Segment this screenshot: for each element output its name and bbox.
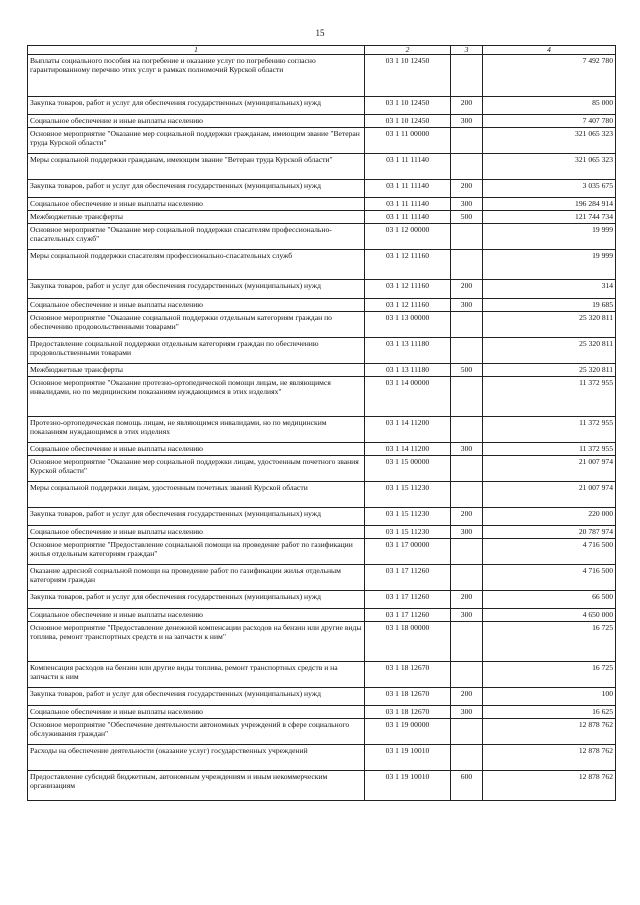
description-cell: Меры социальной поддержки лицам, удостоенным почетных званий Курской области	[28, 482, 365, 508]
amount-cell: 25 320 811	[483, 364, 616, 377]
table-row	[28, 539, 616, 565]
type-cell: 500	[451, 211, 483, 224]
type-cell	[451, 377, 483, 417]
table-row	[28, 771, 616, 801]
amount-cell: 16 725	[483, 622, 616, 662]
description-cell: Оказание адресной социальной помощи на проведение работ по газификации жилья отдельным категориям граждан	[28, 565, 365, 591]
table-row	[28, 706, 616, 719]
type-cell: 300	[451, 299, 483, 312]
code-cell: 03 1 15 11230	[365, 526, 451, 539]
type-cell	[451, 539, 483, 565]
type-cell	[451, 250, 483, 280]
amount-cell: 12 878 762	[483, 745, 616, 771]
description-cell: Закупка товаров, работ и услуг для обеспечения государственных (муниципальных) нужд	[28, 508, 365, 526]
type-cell	[451, 312, 483, 338]
code-cell: 03 1 11 11140	[365, 180, 451, 198]
code-cell: 03 1 12 00000	[365, 224, 451, 250]
table-row	[28, 55, 616, 97]
table-row	[28, 443, 616, 456]
amount-cell: 4 716 500	[483, 539, 616, 565]
amount-cell: 321 065 323	[483, 128, 616, 154]
amount-cell: 196 284 914	[483, 198, 616, 211]
code-cell: 03 1 18 12670	[365, 706, 451, 719]
table-row	[28, 622, 616, 662]
code-cell: 03 1 15 00000	[365, 456, 451, 482]
table-row	[28, 364, 616, 377]
table-row	[28, 719, 616, 745]
amount-cell: 220 000	[483, 508, 616, 526]
type-cell	[451, 565, 483, 591]
type-cell	[451, 154, 483, 180]
description-cell: Закупка товаров, работ и услуг для обеспечения государственных (муниципальных) нужд	[28, 591, 365, 609]
budget-table	[27, 45, 616, 801]
description-cell: Социальное обеспечение и иные выплаты населению	[28, 198, 365, 211]
code-cell: 03 1 13 00000	[365, 312, 451, 338]
amount-cell: 314	[483, 280, 616, 299]
description-cell: Протезно-ортопедическая помощь лицам, не являющимся инвалидами, но по медицинским показаниям нуждающимся в этих изделиях	[28, 417, 365, 443]
amount-cell: 19 685	[483, 299, 616, 312]
description-cell: Социальное обеспечение и иные выплаты населению	[28, 609, 365, 622]
amount-cell: 100	[483, 688, 616, 706]
amount-cell: 16 625	[483, 706, 616, 719]
type-cell: 200	[451, 591, 483, 609]
amount-cell: 7 407 780	[483, 115, 616, 128]
table-row	[28, 154, 616, 180]
type-cell: 200	[451, 688, 483, 706]
type-cell	[451, 456, 483, 482]
code-cell: 03 1 17 11260	[365, 609, 451, 622]
code-cell: 03 1 11 11140	[365, 154, 451, 180]
description-cell: Закупка товаров, работ и услуг для обеспечения государственных (муниципальных) нужд	[28, 97, 365, 115]
code-cell: 03 1 18 12670	[365, 688, 451, 706]
code-cell: 03 1 19 10010	[365, 771, 451, 801]
type-cell: 300	[451, 609, 483, 622]
description-cell: Основное мероприятие "Оказание протезно-ортопедической помощи лицам, не являющимся инвалидами, но по медицинским показаниям нуждающимся в этих изделиях"	[28, 377, 365, 417]
description-cell: Меры социальной поддержки спасателям профессионально-спасательных служб	[28, 250, 365, 280]
code-cell: 03 1 11 00000	[365, 128, 451, 154]
code-cell: 03 1 18 00000	[365, 622, 451, 662]
table-row	[28, 280, 616, 299]
amount-cell: 321 065 323	[483, 154, 616, 180]
table-row	[28, 128, 616, 154]
table-row	[28, 198, 616, 211]
header-cell: 1	[28, 46, 365, 55]
description-cell: Компенсация расходов на бензин или другие виды топлива, ремонт транспортных средств и на запчасти к ним	[28, 662, 365, 688]
table-header-row	[28, 46, 616, 55]
description-cell: Социальное обеспечение и иные выплаты населению	[28, 115, 365, 128]
amount-cell: 11 372 955	[483, 417, 616, 443]
type-cell	[451, 719, 483, 745]
code-cell: 03 1 15 11230	[365, 508, 451, 526]
description-cell: Основное мероприятие "Оказание мер социальной поддержки гражданам, имеющим звание "Ветеран труда Курской области"	[28, 128, 365, 154]
description-cell: Основное мероприятие "Оказание мер социальной поддержки спасателям профессионально-спасательных служб"	[28, 224, 365, 250]
type-cell: 300	[451, 115, 483, 128]
table-row	[28, 299, 616, 312]
table-row	[28, 377, 616, 417]
amount-cell: 19 999	[483, 250, 616, 280]
table-row	[28, 565, 616, 591]
type-cell: 200	[451, 508, 483, 526]
code-cell: 03 1 17 11260	[365, 565, 451, 591]
header-cell: 2	[365, 46, 451, 55]
code-cell: 03 1 19 10010	[365, 745, 451, 771]
code-cell: 03 1 12 11160	[365, 299, 451, 312]
code-cell: 03 1 15 11230	[365, 482, 451, 508]
table-row	[28, 591, 616, 609]
type-cell: 200	[451, 280, 483, 299]
amount-cell: 25 320 811	[483, 312, 616, 338]
table-row	[28, 250, 616, 280]
code-cell: 03 1 10 12450	[365, 97, 451, 115]
type-cell: 300	[451, 526, 483, 539]
table-row	[28, 688, 616, 706]
table-row	[28, 482, 616, 508]
description-cell: Предоставление субсидий бюджетным, автономным учреждениям и иным некоммерческим организациям	[28, 771, 365, 801]
description-cell: Основное мероприятие "Обеспечение деятельности автономных учреждений в сфере социального обслуживания граждан"	[28, 719, 365, 745]
table-row	[28, 211, 616, 224]
description-cell: Социальное обеспечение и иные выплаты населению	[28, 299, 365, 312]
code-cell: 03 1 18 12670	[365, 662, 451, 688]
table-row	[28, 662, 616, 688]
code-cell: 03 1 17 11260	[365, 591, 451, 609]
description-cell: Закупка товаров, работ и услуг для обеспечения государственных (муниципальных) нужд	[28, 688, 365, 706]
description-cell: Основное мероприятие "Оказание мер социальной поддержки лицам, удостоенным почетного звания Курской области"	[28, 456, 365, 482]
type-cell: 600	[451, 771, 483, 801]
amount-cell: 11 372 955	[483, 443, 616, 456]
amount-cell: 66 500	[483, 591, 616, 609]
type-cell: 200	[451, 97, 483, 115]
description-cell: Социальное обеспечение и иные выплаты населению	[28, 706, 365, 719]
table-row	[28, 338, 616, 364]
code-cell: 03 1 13 11180	[365, 338, 451, 364]
amount-cell: 19 999	[483, 224, 616, 250]
table-row	[28, 745, 616, 771]
table-row	[28, 508, 616, 526]
amount-cell: 20 787 974	[483, 526, 616, 539]
code-cell: 03 1 14 11200	[365, 417, 451, 443]
amount-cell: 3 035 675	[483, 180, 616, 198]
type-cell	[451, 482, 483, 508]
code-cell: 03 1 11 11140	[365, 211, 451, 224]
amount-cell: 12 878 762	[483, 771, 616, 801]
type-cell	[451, 224, 483, 250]
amount-cell: 12 878 762	[483, 719, 616, 745]
table-row	[28, 224, 616, 250]
code-cell: 03 1 19 00000	[365, 719, 451, 745]
page-number: 15	[315, 28, 325, 38]
type-cell	[451, 128, 483, 154]
amount-cell: 21 007 974	[483, 456, 616, 482]
code-cell: 03 1 17 00000	[365, 539, 451, 565]
description-cell: Основное мероприятие "Оказание социальной поддержки отдельным категориям граждан по обеспечению продовольственными товарами"	[28, 312, 365, 338]
type-cell	[451, 417, 483, 443]
description-cell: Предоставление социальной поддержки отдельным категориям граждан по обеспечению продовольственными товарами	[28, 338, 365, 364]
type-cell	[451, 338, 483, 364]
amount-cell: 11 372 955	[483, 377, 616, 417]
amount-cell: 121 744 734	[483, 211, 616, 224]
type-cell	[451, 622, 483, 662]
code-cell: 03 1 10 12450	[365, 55, 451, 97]
amount-cell: 7 492 780	[483, 55, 616, 97]
amount-cell: 85 000	[483, 97, 616, 115]
header-cell: 4	[483, 46, 616, 55]
type-cell: 300	[451, 706, 483, 719]
type-cell: 200	[451, 180, 483, 198]
description-cell: Социальное обеспечение и иные выплаты населению	[28, 443, 365, 456]
type-cell	[451, 745, 483, 771]
amount-cell: 4 716 500	[483, 565, 616, 591]
amount-cell: 21 007 974	[483, 482, 616, 508]
code-cell: 03 1 14 00000	[365, 377, 451, 417]
description-cell: Основное мероприятие "Предоставление социальной помощи на проведение работ по газификации жилья отдельным категориям граждан"	[28, 539, 365, 565]
table-row	[28, 180, 616, 198]
code-cell: 03 1 10 12450	[365, 115, 451, 128]
type-cell	[451, 55, 483, 97]
table-row	[28, 609, 616, 622]
table-row	[28, 97, 616, 115]
description-cell: Выплаты социального пособия на погребение и оказание услуг по погребению согласно гарантированному перечню этих услуг в рамках полномочий Курской области	[28, 55, 365, 97]
description-cell: Расходы на обеспечение деятельности (оказание услуг) государственных учреждений	[28, 745, 365, 771]
amount-cell: 4 650 000	[483, 609, 616, 622]
table-row	[28, 417, 616, 443]
code-cell: 03 1 14 11200	[365, 443, 451, 456]
description-cell: Межбюджетные трансферты	[28, 211, 365, 224]
description-cell: Закупка товаров, работ и услуг для обеспечения государственных (муниципальных) нужд	[28, 180, 365, 198]
amount-cell: 25 320 811	[483, 338, 616, 364]
table-row	[28, 526, 616, 539]
table-row	[28, 312, 616, 338]
type-cell: 300	[451, 198, 483, 211]
description-cell: Основное мероприятие "Предоставление денежной компенсации расходов на бензин или другие виды топлива, ремонт транспортных средств и на запчасти к ним"	[28, 622, 365, 662]
description-cell: Социальное обеспечение и иные выплаты населению	[28, 526, 365, 539]
table-row	[28, 115, 616, 128]
type-cell: 300	[451, 443, 483, 456]
type-cell: 500	[451, 364, 483, 377]
header-cell: 3	[451, 46, 483, 55]
table-row	[28, 456, 616, 482]
code-cell: 03 1 13 11180	[365, 364, 451, 377]
code-cell: 03 1 12 11160	[365, 280, 451, 299]
description-cell: Меры социальной поддержки гражданам, имеющим звание "Ветеран труда Курской области"	[28, 154, 365, 180]
description-cell: Межбюджетные трансферты	[28, 364, 365, 377]
type-cell	[451, 662, 483, 688]
amount-cell: 16 725	[483, 662, 616, 688]
code-cell: 03 1 11 11140	[365, 198, 451, 211]
description-cell: Закупка товаров, работ и услуг для обеспечения государственных (муниципальных) нужд	[28, 280, 365, 299]
code-cell: 03 1 12 11160	[365, 250, 451, 280]
